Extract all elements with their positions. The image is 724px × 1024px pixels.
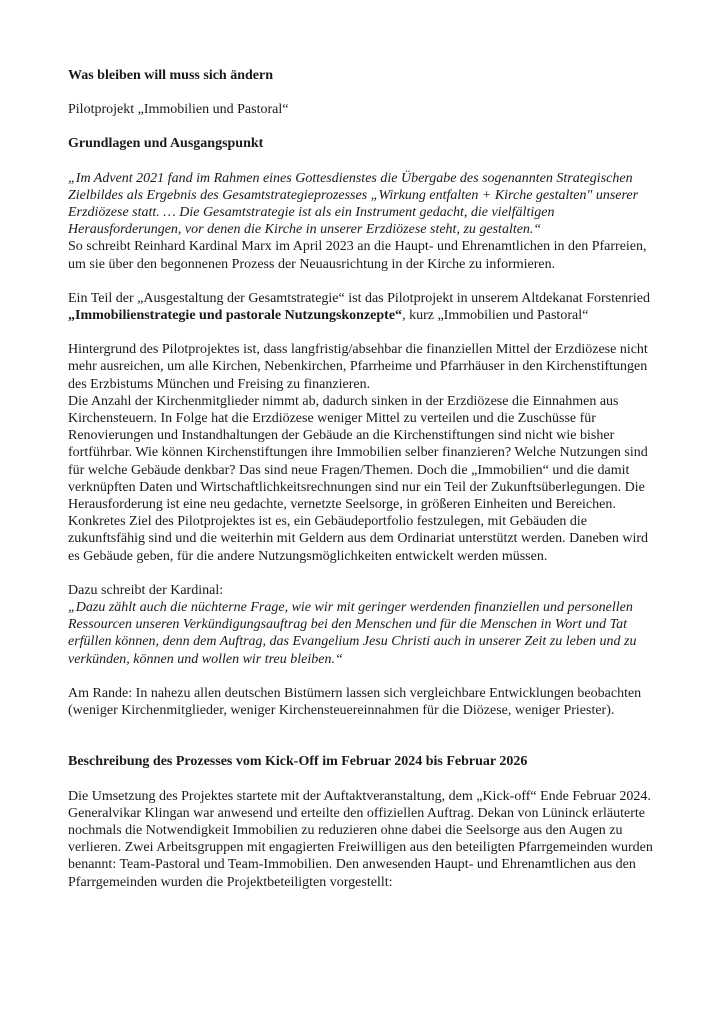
process-paragraph: Die Umsetzung des Projektes startete mit der Auftaktveranstaltung, dem „Kick-off“ Ende Februar 2024. Generalvikar Klingan war anwesend und erteilte den offiziellen Auftrag. Dekan von Lüninck erläuterte nochmals die Notwendigkeit Immobilien zu reduzieren ohne dabei die Seelsorge aus den Augen zu verlieren. Zwei Arbeitsgruppen mit engagierten Freiwilligen aus den beteiligten Pfarrgemeinden wurden benannt: Team-Pastoral und Team-Immobilien. Den anwesenden Haupt- und Ehrenamtlichen aus den Pfarrgemeinden wurden die Projektbeteiligten vorgestellt: bbox=[68, 788, 653, 890]
quote-cardinal: „Dazu zählt auch die nüchterne Frage, wie wir mit geringer werdenden finanziellen und personellen Ressourcen unseren Verkündigungsauftrag bei den Menschen und für die Menschen in Wort und Tat erfüllen können, denn dem Auftrag, das Evangelium Jesu Christi auch in unserer Zeit zu leben und zu verkünden, können und wollen wir treu bleiben.“ bbox=[68, 600, 637, 667]
section-heading-grundlagen: Grundlagen und Ausgangspunkt bbox=[68, 136, 264, 152]
section-heading-process: Beschreibung des Prozesses vom Kick-Off im Februar 2024 bis Februar 2026 bbox=[68, 754, 528, 770]
background-paragraph-2: Die Anzahl der Kirchenmitglieder nimmt ab, dadurch sinken in der Erzdiözese die Einnahmen aus Kirchensteuern. In Folge hat die Erzdiözese weniger Mittel zu verteilen und die Zuschüsse für Renovierungen und Instandhaltungen der Gebäude an die Kirchenstiftungen sind nicht wie bisher fortführbar. Wie können Kirchenstiftungen ihre Immobilien selber finanzieren? Welche Nutzungen sind für welche Gebäude denkbar? Das sind neue Fragen/Themen. Doch die „Immobilien“ und die damit verknüpften Daten und Wirtschaftlichkeitsrechnungen sind nur ein Teil der Zukunftsüberlegungen. Die Herausforderung ist eine neu gedachte, vernetzte Seelsorge, in größeren Einheiten und Bereichen. bbox=[68, 393, 648, 513]
background-paragraph-3: Konkretes Ziel des Pilotprojektes ist es, ein Gebäudeportfolio festzulegen, mit Gebäuden die zukunftsfähig sind und die weiterhin mit Geldern aus dem Ordinariat unterstützt werden. Daneben wird es Gebäude geben, für die andere Nutzungsmöglichkeiten entwickelt werden müssen. bbox=[68, 514, 649, 564]
background-paragraph-1: Hintergrund des Pilotprojektes ist, dass langfristig/absehbar die finanziellen Mittel der Erzdiözese nicht mehr ausreichen, um alle Kirchen, Nebenkirchen, Pfarrheime und Pfarrhäuser in den Kirchenstiftungen des Erzbistums München und Freising zu finanzieren. bbox=[68, 342, 648, 392]
pilot-project-name: „Immobilienstrategie und pastorale Nutzungskonzepte“ bbox=[68, 308, 403, 324]
pilot-project-paragraph bbox=[68, 290, 660, 324]
pilot-text-after: , kurz „Immobilien und Pastoral“ bbox=[402, 308, 589, 324]
quote-source-paragraph: So schreibt Reinhard Kardinal Marx im April 2023 an die Haupt- und Ehrenamtlichen in den Pfarreien, um sie über den begonnenen Prozess der Neuausrichtung in der Kirche zu informieren. bbox=[68, 239, 647, 272]
document-title: Was bleiben will muss sich ändern bbox=[68, 68, 273, 83]
cardinal-intro: Dazu schreibt der Kardinal: bbox=[68, 582, 224, 598]
document-subtitle: Pilotprojekt „Immobilien und Pastoral“ bbox=[68, 102, 289, 118]
margin-note-paragraph: Am Rande: In nahezu allen deutschen Bistümern lassen sich vergleichbare Entwicklungen beobachten (weniger Kirchenmitglieder, weniger Kirchensteuereinnahmen für die Diözese, weniger Priester). bbox=[68, 685, 642, 719]
quote-gesamtstrategie: „Im Advent 2021 fand im Rahmen eines Gottesdienstes die Übergabe des sogenannten Strategischen Zielbildes als Ergebnis des Gesamtstrategieprozesses „Wirkung entfalten + Kirche gestalten" unserer Erzdiözese statt. … Die Gesamtstrategie ist als ein Instrument gedacht, die vielfältigen Herausforderungen, vor denen die Kirche in unserer Erzdiözese steht, zu gestalten.“ bbox=[68, 170, 639, 238]
pilot-text-before: Ein Teil der „Ausgestaltung der Gesamtstrategie“ ist das Pilotprojekt in unserem Altdekanat Forstenried bbox=[68, 290, 650, 306]
document-page bbox=[68, 67, 660, 891]
